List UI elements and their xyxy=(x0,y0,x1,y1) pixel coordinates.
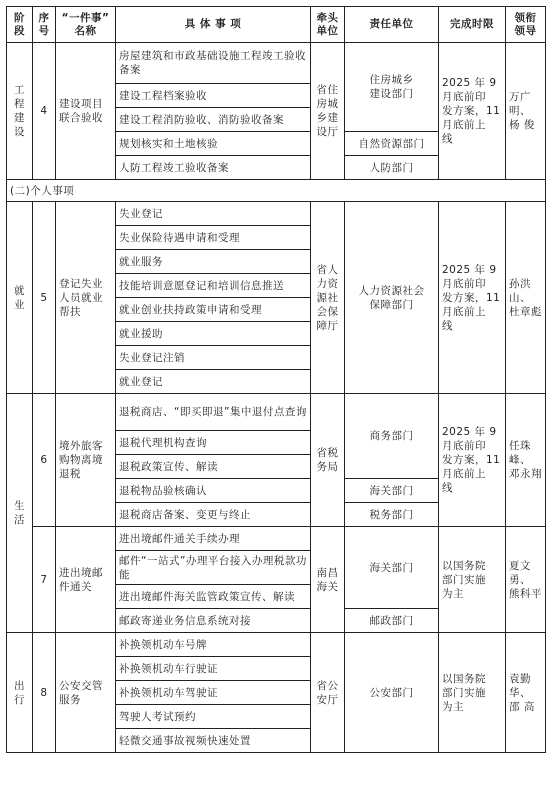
seq-cell: 6 xyxy=(33,394,56,527)
lead-unit-cell: 省人 力资 源社 会保 障厅 xyxy=(311,202,345,394)
deadline-cell: 2025 年 9 月底前印 发方案，11 月底前上 线 xyxy=(439,43,506,180)
leaders-cell: 夏文勇、 熊科平 xyxy=(506,527,546,633)
header-responsible-unit: 责任单位 xyxy=(345,7,439,43)
leaders-cell: 孙洪山、 杜章彪 xyxy=(506,202,546,394)
event-name-cell: 公安交管 服务 xyxy=(56,633,116,753)
header-lead-unit: 牵头 单位 xyxy=(311,7,345,43)
lead-unit-cell: 省住 房城 乡建 设厅 xyxy=(311,43,345,180)
section-heading: (二)个人事项 xyxy=(7,180,546,202)
event-name-cell: 登记失业 人员就业 帮扶 xyxy=(56,202,116,394)
deadline-cell: 以国务院 部门实施 为主 xyxy=(439,527,506,633)
detail-item: 人防工程竣工验收备案 xyxy=(116,156,311,180)
stage-cell: 就 业 xyxy=(7,202,33,394)
responsible-unit-cell: 人防部门 xyxy=(345,156,439,180)
detail-item: 失业登记注销 xyxy=(116,346,311,370)
stage-cell: 工 程 建 设 xyxy=(7,43,33,180)
detail-item: 建设工程消防验收、消防验收备案 xyxy=(116,108,311,132)
leaders-cell: 袁勤华、 邵 高 xyxy=(506,633,546,753)
detail-item: 就业创业扶持政策申请和受理 xyxy=(116,298,311,322)
seq-cell: 5 xyxy=(33,202,56,394)
detail-item: 邮件“一站式”办理平台接入办理税款功能 xyxy=(116,551,311,585)
seq-cell: 7 xyxy=(33,527,56,633)
leaders-cell: 任珠峰、 邓永翔 xyxy=(506,394,546,527)
event-name-cell: 境外旅客 购物离境 退税 xyxy=(56,394,116,527)
detail-item: 退税政策宣传、解读 xyxy=(116,455,311,479)
event-name-cell: 进出境邮 件通关 xyxy=(56,527,116,633)
detail-item: 就业登记 xyxy=(116,370,311,394)
detail-item: 就业援助 xyxy=(116,322,311,346)
detail-item: 失业登记 xyxy=(116,202,311,226)
responsible-unit-cell: 公安部门 xyxy=(345,633,439,753)
responsible-unit-cell: 人力资源社会 保障部门 xyxy=(345,202,439,394)
detail-item: 失业保险待遇申请和受理 xyxy=(116,226,311,250)
detail-item: 技能培训意愿登记和培训信息推送 xyxy=(116,274,311,298)
responsible-unit-cell: 海关部门 xyxy=(345,479,439,503)
event-name-cell: 建设项目 联合验收 xyxy=(56,43,116,180)
seq-cell: 8 xyxy=(33,633,56,753)
detail-item: 补换领机动车行驶证 xyxy=(116,657,311,681)
stage-cell: 出 行 xyxy=(7,633,33,753)
detail-item: 就业服务 xyxy=(116,250,311,274)
detail-item: 建设工程档案验收 xyxy=(116,84,311,108)
leaders-cell: 万广明、 杨 俊 xyxy=(506,43,546,180)
responsible-unit-cell: 海关部门 xyxy=(345,527,439,609)
header-stage: 阶 段 xyxy=(7,7,33,43)
deadline-cell: 2025 年 9 月底前印 发方案，11 月底前上 线 xyxy=(439,202,506,394)
detail-item: 补换领机动车号牌 xyxy=(116,633,311,657)
responsible-unit-cell: 邮政部门 xyxy=(345,609,439,633)
detail-item: 进出境邮件海关监管政策宣传、解读 xyxy=(116,585,311,609)
lead-unit-cell: 南昌 海关 xyxy=(311,527,345,633)
deadline-cell: 2025 年 9 月底前印 发方案，11 月底前上 线 xyxy=(439,394,506,527)
detail-item: 规划核实和土地核验 xyxy=(116,132,311,156)
detail-item: 退税商店、“即买即退”集中退付点查询 xyxy=(116,394,311,431)
detail-item: 房屋建筑和市政基础设施工程竣工验收备案 xyxy=(116,43,311,84)
detail-item: 邮政寄递业务信息系统对接 xyxy=(116,609,311,633)
detail-item: 补换领机动车驾驶证 xyxy=(116,681,311,705)
deadline-cell: 以国务院 部门实施 为主 xyxy=(439,633,506,753)
items-table xyxy=(6,6,546,753)
header-seq: 序 号 xyxy=(33,7,56,43)
detail-item: 驾驶人考试预约 xyxy=(116,705,311,729)
header-event-name: “一件事” 名称 xyxy=(56,7,116,43)
header-leaders: 领衔 领导 xyxy=(506,7,546,43)
responsible-unit-cell: 自然资源部门 xyxy=(345,132,439,156)
lead-unit-cell: 省公 安厅 xyxy=(311,633,345,753)
lead-unit-cell: 省税 务局 xyxy=(311,394,345,527)
detail-item: 退税物品验核确认 xyxy=(116,479,311,503)
responsible-unit-cell: 商务部门 xyxy=(345,394,439,479)
detail-item: 退税代理机构查询 xyxy=(116,431,311,455)
responsible-unit-cell: 住房城乡 建设部门 xyxy=(345,43,439,132)
detail-item: 轻微交通事故视频快速处置 xyxy=(116,729,311,753)
header-deadline: 完成时限 xyxy=(439,7,506,43)
detail-item: 进出境邮件通关手续办理 xyxy=(116,527,311,551)
detail-item: 退税商店备案、变更与终止 xyxy=(116,503,311,527)
header-detail: 具 体 事 项 xyxy=(116,7,311,43)
responsible-unit-cell: 税务部门 xyxy=(345,503,439,527)
stage-cell: 生 活 xyxy=(7,394,33,633)
seq-cell: 4 xyxy=(33,43,56,180)
